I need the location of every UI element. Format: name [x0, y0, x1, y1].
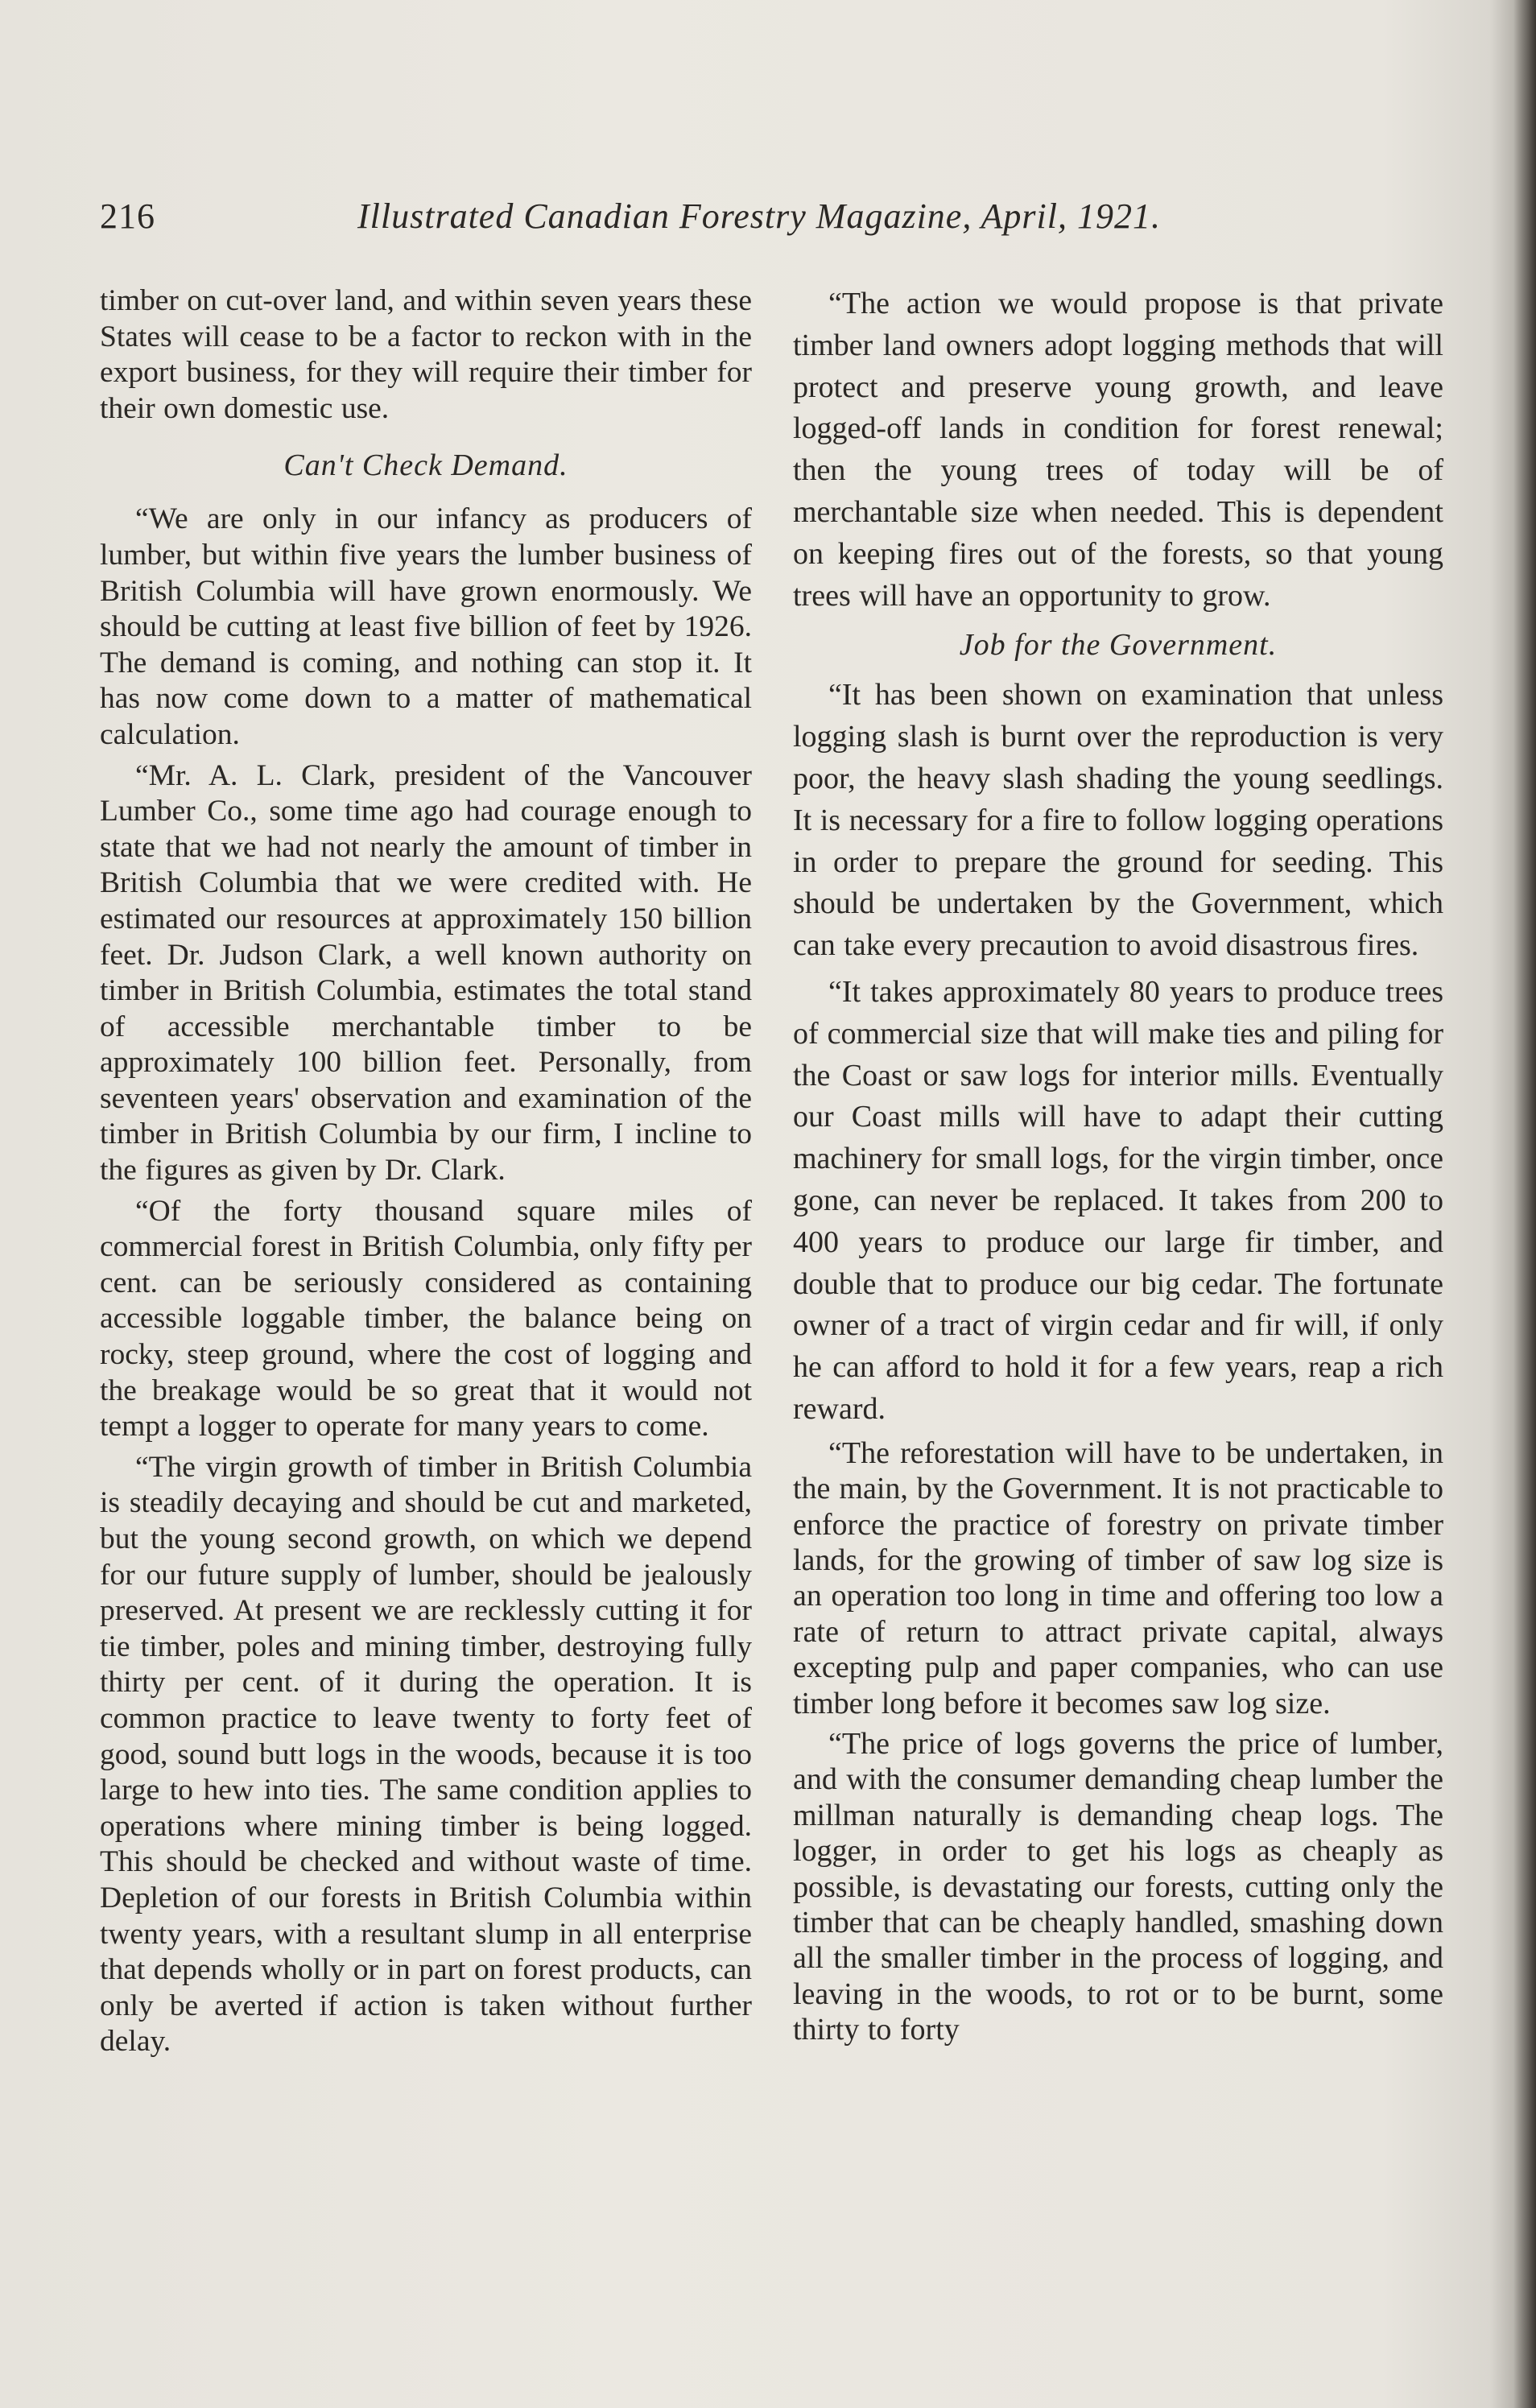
left-paragraph-2: “We are only in our infancy as producers of lumber, but within five years the lumber business of British Columbia will have grown enormously. We should be cutting at least five billion of feet by 1926. The demand is coming, and nothing can stop it. It has now come down to a matter of mathematical calculation.: [100, 502, 752, 751]
subheading-job-for-the-government: Job for the Government.: [959, 628, 1278, 663]
left-paragraph-1: timber on cut-over land, and within seven years these States will cease to be a factor to reckon with in the export business, for they will require their timber for their own domestic use.: [100, 284, 752, 425]
left-column: [100, 283, 752, 2060]
right-paragraph-3: “It takes approximately 80 years to produce trees of commercial size that will make ties and piling for the Coast or saw logs for interior mills. Eventually our Coast mills will have to adapt their cutting machinery for small logs, for the virgin timber, once gone, can never be replaced. It takes from 200 to 400 years to produce our large fir timber, and double that to produce our big cedar. The fortunate owner of a tract of virgin cedar and fir will, if only he can afford to hold it for a few years, reap a rich reward.: [793, 974, 1443, 1426]
right-paragraph-2: “It has been shown on examination that unless logging slash is burnt over the reproduction is very poor, the heavy slash shading the young seedlings. It is necessary for a fire to follow logging operations in order to prepare the ground for seeding. This should be undertaken by the Government, which can take every precaution to avoid disastrous fires.: [793, 678, 1443, 963]
page-edge-shadow: [1513, 0, 1536, 2408]
subheading-cant-check-demand: Can't Check Demand.: [283, 448, 568, 483]
running-title: Illustrated Canadian Forestry Magazine, April, 1921.: [357, 196, 1161, 236]
right-paragraph-4: “The reforestation will have to be undertaken, in the main, by the Government. It is not practicable to enforce the practice of forestry on private timber lands, for the growing of timber of saw log size is an operation too long in time and offering too low a rate of return to attract private capital, always excepting pulp and paper companies, who can use timber long before it becomes saw log size.: [793, 1435, 1443, 1720]
left-paragraph-3: “Mr. A. L. Clark, president of the Vancouver Lumber Co., some time ago had courage enough to state that we had not nearly the amount of timber in British Columbia that we were credited with. He estimated our resources at approximately 150 billion feet. Dr. Judson Clark, a well known authority on timber in British Columbia, estimates the total stand of accessible merchantable timber to be approximately 100 billion feet. Personally, from seventeen years' observation and examination of the timber in British Columbia by our firm, I incline to the figures as given by Dr. Clark.: [100, 758, 752, 1187]
left-paragraph-4: “Of the forty thousand square miles of commercial forest in British Columbia, only fifty per cent. can be seriously considered as containing accessible loggable timber, the balance being on rocky, steep ground, where the cost of logging and the breakage would be so great that it would not tempt a logger to operate for many years to come.: [100, 1194, 752, 1444]
right-paragraph-5: “The price of logs governs the price of lumber, and with the consumer demanding cheap lumber the millman naturally is demanding cheap logs. The logger, in order to get his logs as cheaply as possible, is devastating our forests, cutting only the timber that can be cheaply handled, smashing down all the smaller timber in the process of logging, and leaving in the woods, to rot or to be burnt, some thirty to forty: [793, 1726, 1443, 2047]
page-number: 216: [100, 196, 155, 236]
right-paragraph-1: “The action we would propose is that private timber land owners adopt logging methods that will protect and preserve young growth, and leave logged-off lands in condition for forest renewal; then the young trees of today will be of merchantable size when needed. This is dependent on keeping fires out of the forests, so that young trees will have an opportunity to grow.: [793, 287, 1443, 613]
left-paragraph-5: “The virgin growth of timber in British Columbia is steadily decaying and should be cut and marketed, but the young second growth, on which we depend for our future supply of lumber, should be jealously preserved. At present we are recklessly cutting it for tie timber, poles and mining timber, destroying fully thirty per cent. of it during the operation. It is common practice to leave twenty to forty feet of good, sound butt logs in the woods, because it is too large to hew into ties. The same condition applies to operations where mining timber is being logged. This should be checked and without waste of time. Depletion of our forests in British Columbia within twenty years, with a resultant slump in all enterprise that depends wholly or in part on forest products, can only be averted if action is taken without further delay.: [100, 1450, 752, 2059]
page-header: [100, 196, 1444, 252]
right-column: [793, 283, 1443, 2048]
